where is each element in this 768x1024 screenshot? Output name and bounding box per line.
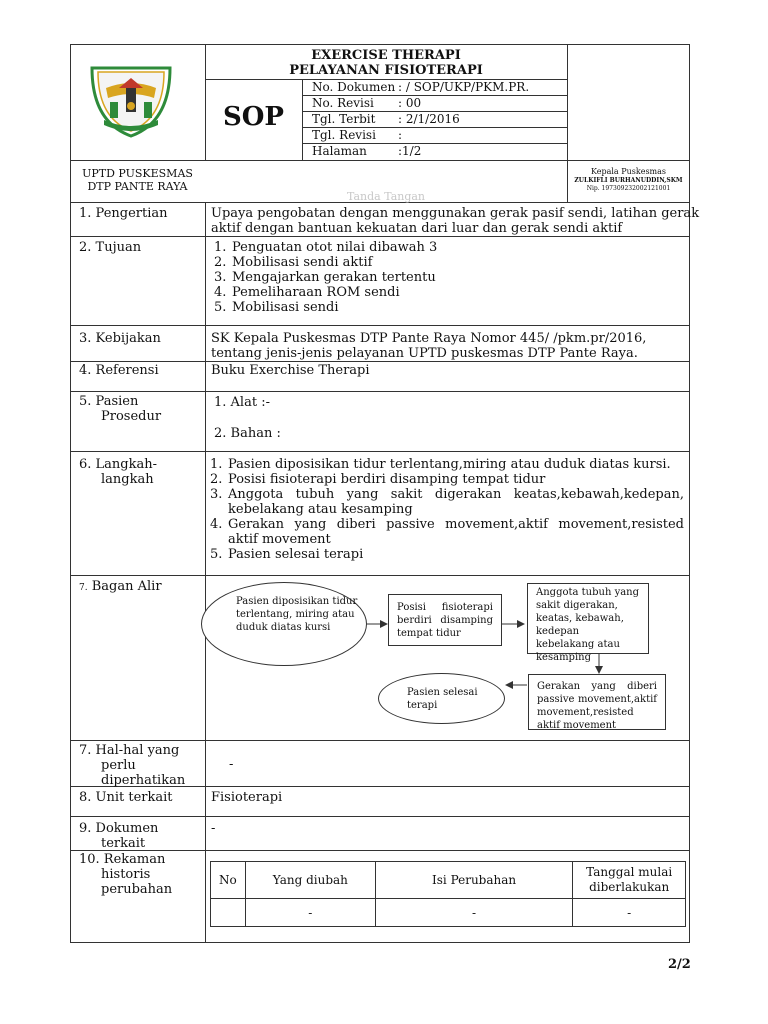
signer-nip: Nip. 197309232002121001	[586, 185, 671, 192]
doc-field-label: Tgl. Terbit	[312, 112, 376, 126]
divider	[70, 361, 690, 362]
org-line-2: DTP PANTE RAYA	[87, 180, 188, 193]
title-line-2: PELAYANAN FISIOTERAPI	[289, 63, 483, 78]
divider	[70, 850, 690, 851]
item-number: 4.	[214, 285, 227, 300]
label-line: 10. Rekaman	[79, 852, 166, 867]
doc-field-label: Tgl. Revisi	[312, 128, 376, 142]
item-number: 2.	[214, 255, 227, 270]
label-line: langkah	[101, 472, 154, 487]
divider	[70, 160, 690, 161]
item-text: Pasien selesai terapi	[228, 547, 364, 562]
table-cell	[211, 899, 246, 927]
text-line: SK Kepala Puskesmas DTP Pante Raya Nomor 445/ /pkm.pr/2016,	[211, 331, 647, 346]
flow-node-start: Pasien diposisikan tidur terlentang, miring atau duduk diatas kursi	[201, 582, 367, 666]
history-table	[210, 861, 686, 927]
label-line: perubahan	[101, 882, 173, 897]
divider	[70, 816, 690, 817]
list-item	[214, 240, 684, 255]
divider	[70, 236, 690, 237]
item-text: Mobilisasi sendi	[232, 300, 339, 315]
item-number: 5.	[210, 547, 223, 562]
column-header: Yang diubah	[245, 862, 375, 899]
doc-field-value: : / SOP/UKP/PKM.PR.	[398, 80, 530, 94]
doc-field-label: Halaman	[312, 144, 367, 158]
label-text: Bagan Alir	[91, 579, 162, 594]
label-line: historis	[101, 867, 151, 882]
item-number: 4.	[210, 517, 223, 532]
bahan-text: 2. Bahan :	[214, 426, 281, 441]
item-text: Mobilisasi sendi aktif	[232, 255, 373, 270]
divider	[70, 325, 690, 326]
item-text: Gerakan yang diberi passive movement,aktif movement,resisted aktif movement	[228, 517, 684, 547]
list-item	[210, 457, 684, 472]
item-number: 1.	[214, 240, 227, 255]
sop-label: SOP	[223, 102, 284, 132]
doc-field-value: :1/2	[398, 144, 422, 158]
langkah-list	[210, 457, 684, 562]
section-label	[79, 579, 162, 596]
section-label: 1. Pengertian	[79, 206, 168, 221]
item-number: 3.	[214, 270, 227, 285]
section-label	[79, 821, 158, 851]
column-header: No	[211, 862, 246, 899]
label-line: 5. Pasien	[79, 394, 139, 409]
divider	[70, 451, 690, 452]
list-item	[214, 255, 684, 270]
section-label	[79, 394, 161, 424]
label-line: diperhatikan	[101, 773, 186, 788]
hal-value: -	[229, 757, 234, 772]
text-line: tentang jenis-jenis pelayanan UPTD puskesmas DTP Pante Raya.	[211, 346, 638, 361]
referensi-text: Buku Exerchise Therapi	[211, 363, 370, 378]
unit-value: Fisioterapi	[211, 790, 283, 805]
table-header-row	[211, 862, 686, 899]
list-item	[210, 517, 684, 547]
signer-name: ZULKIFLI BURHANUDDIN,SKM	[574, 177, 683, 184]
column-header: Isi Perubahan	[375, 862, 573, 899]
table-row	[211, 899, 686, 927]
doc-field-label: No. Dokumen	[312, 80, 396, 94]
table-cell: -	[573, 899, 686, 927]
label-line: perlu	[101, 758, 136, 773]
flow-node-3: Anggota tubuh yang sakit digerakan, keatas, kebawah, kedepan kebelakang atau kesamping	[527, 583, 649, 654]
item-text: Pemeliharaan ROM sendi	[232, 285, 400, 300]
item-number: 2.	[210, 472, 223, 487]
kebijakan-text	[211, 331, 646, 361]
list-item	[214, 285, 684, 300]
list-item	[214, 270, 684, 285]
item-text: Posisi fisioterapi berdiri disamping tempat tidur	[228, 472, 546, 487]
label-line: 6. Langkah-	[79, 457, 158, 472]
list-item	[210, 547, 684, 562]
section-label	[79, 457, 157, 487]
signer-block	[567, 166, 690, 193]
org-line-1: UPTD PUSKESMAS	[82, 167, 193, 180]
tujuan-list	[214, 240, 684, 315]
section-label: 8. Unit terkait	[79, 790, 173, 805]
list-item	[214, 300, 684, 315]
divider	[70, 740, 690, 741]
doc-field-label: No. Revisi	[312, 96, 374, 110]
item-text: Penguatan otot nilai dibawah 3	[232, 240, 438, 255]
signer-title: Kepala Puskesmas	[590, 167, 667, 176]
label-line: Prosedur	[101, 409, 162, 424]
doc-field-value: :	[398, 128, 403, 142]
document-title	[205, 48, 567, 78]
alat-text: 1. Alat :-	[214, 395, 270, 410]
title-line-1: EXERCISE THERAPI	[311, 48, 461, 63]
section-label: 2. Tujuan	[79, 240, 142, 255]
divider	[205, 202, 206, 943]
item-number: 5.	[214, 300, 227, 315]
label-number: 7.	[79, 583, 88, 593]
item-text: Pasien diposisikan tidur terlentang,miring atau duduk diatas kursi.	[228, 457, 671, 472]
label-line: 7. Hal-hal yang	[79, 743, 180, 758]
puskesmas-logo	[86, 58, 176, 140]
page-number: 2/2	[668, 957, 691, 972]
item-number: 3.	[210, 487, 223, 502]
doc-field-value: : 00	[398, 96, 422, 110]
text-line: aktif dengan bantuan kekuatan dari luar dan gerak sendi aktif	[211, 221, 623, 236]
list-item	[210, 472, 684, 487]
org-name	[70, 167, 205, 193]
divider	[70, 391, 690, 392]
section-label: 3. Kebijakan	[79, 331, 161, 346]
table-cell: -	[375, 899, 573, 927]
flow-node-end: Pasien selesai terapi	[378, 673, 505, 724]
text-line: Upaya pengobatan dengan menggunakan gerak pasif sendi, latihan gerak	[211, 206, 700, 221]
flow-node-2: Posisi fisioterapi berdiri disamping tempat tidur	[388, 594, 502, 646]
label-line: 9. Dokumen	[79, 821, 159, 836]
divider	[302, 79, 303, 160]
section-label	[79, 852, 172, 897]
section-label	[79, 743, 185, 788]
label-line: terkait	[101, 836, 146, 851]
signature-watermark: Tanda Tangan	[346, 190, 426, 203]
doc-field-value: : 2/1/2016	[398, 112, 460, 126]
item-number: 1.	[210, 457, 223, 472]
section-label: 4. Referensi	[79, 363, 159, 378]
column-header: Tanggal mulai diberlakukan	[573, 862, 686, 899]
item-text: Anggota tubuh yang sakit digerakan keatas,kebawah,kedepan, kebelakang atau kesamping	[228, 487, 684, 517]
dokumen-value: -	[211, 821, 216, 836]
item-text: Mengajarkan gerakan tertentu	[232, 270, 436, 285]
flow-node-4: Gerakan yang diberi passive movement,aktif movement,resisted aktif movement	[528, 674, 666, 730]
list-item	[210, 487, 684, 517]
pengertian-text	[211, 206, 699, 236]
table-cell: -	[245, 899, 375, 927]
